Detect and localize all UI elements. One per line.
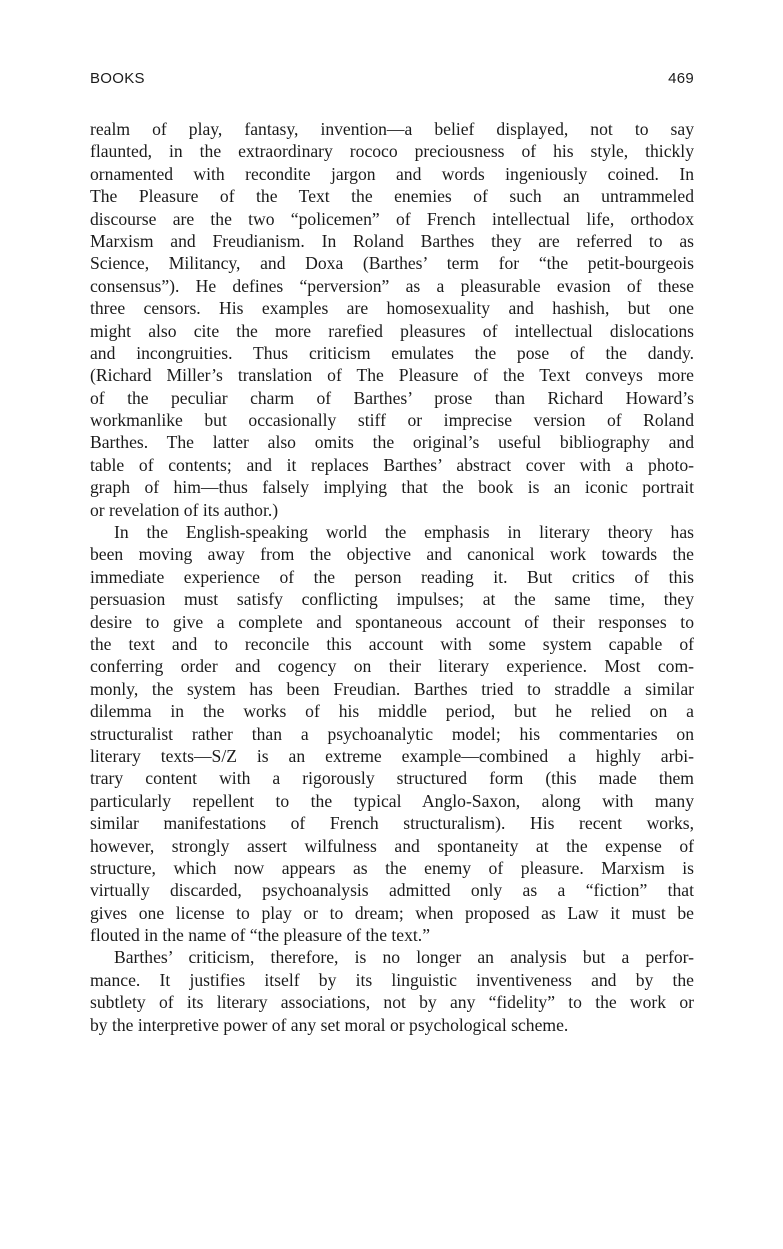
text-line: desire to give a complete and spontaneous account of their responses to (90, 611, 694, 632)
text-line: mance. It justifies itself by its linguistic inventiveness and by the (90, 969, 694, 990)
text-line: however, strongly assert wilfulness and spontaneity at the expense of (90, 835, 694, 856)
text-line: similar manifestations of French structuralism). His recent works, (90, 813, 694, 834)
text-line: by the interpretive power of any set moral or psychological scheme. (90, 1014, 569, 1035)
text-line: workmanlike but occasionally stiff or imprecise version of Roland (90, 410, 694, 431)
paragraph (90, 946, 694, 1036)
text-line: flaunted, in the extraordinary rococo preciousness of his style, thickly (90, 141, 694, 162)
text-line: particularly repellent to the typical Anglo-Saxon, along with many (90, 790, 694, 811)
text-line: three censors. His examples are homosexuality and hashish, but one (90, 298, 694, 319)
text-line: discourse are the two “policemen” of French intellectual life, orthodox (90, 208, 694, 229)
text-line: virtually discarded, psychoanalysis admitted only as a “fiction” that (90, 880, 694, 901)
text-line: graph of him—thus falsely implying that the book is an iconic portrait (90, 477, 694, 498)
text-line: ornamented with recondite jargon and words ingeniously coined. In (90, 163, 694, 184)
text-line: consensus”). He defines “perversion” as a pleasurable evasion of these (90, 275, 694, 296)
text-line: Barthes. The latter also omits the original’s useful bibliography and (90, 432, 694, 453)
text-line: conferring order and cogency on their literary experience. Most com- (90, 656, 694, 677)
paragraph (90, 521, 694, 946)
section-title: BOOKS (90, 70, 145, 87)
text-line: of the peculiar charm of Barthes’ prose than Richard Howard’s (90, 387, 694, 408)
text-line: monly, the system has been Freudian. Barthes tried to straddle a similar (90, 678, 694, 699)
text-line: In the English-speaking world the emphasis in literary theory has (114, 522, 694, 543)
page-number: 469 (668, 70, 694, 87)
text-line: trary content with a rigorously structured form (this made them (90, 768, 694, 789)
text-line: The Pleasure of the Text the enemies of such an untrammeled (90, 186, 694, 207)
text-line: structure, which now appears as the enemy of pleasure. Marxism is (90, 857, 694, 878)
text-line: dilemma in the works of his middle period, but he relied on a (90, 701, 694, 722)
text-line: been moving away from the objective and canonical work towards the (90, 544, 694, 565)
text-line: literary texts—S/Z is an extreme example—combined a highly arbi- (90, 745, 694, 766)
text-line: immediate experience of the person reading it. But critics of this (90, 566, 694, 587)
text-line: flouted in the name of “the pleasure of the text.” (90, 925, 431, 946)
text-line: realm of play, fantasy, invention—a belief displayed, not to say (90, 119, 694, 139)
text-line: structuralist rather than a psychoanalytic model; his commentaries on (90, 723, 694, 744)
paragraph (90, 118, 694, 521)
text-line: subtlety of its literary associations, not by any “fidelity” to the work or (90, 992, 694, 1013)
text-line: and incongruities. Thus criticism emulates the pose of the dandy. (90, 342, 694, 363)
body-text (90, 118, 694, 1036)
text-line: Marxism and Freudianism. In Roland Barthes they are referred to as (90, 230, 694, 251)
text-line: or revelation of its author.) (90, 499, 279, 520)
running-header (90, 70, 694, 94)
text-line: the text and to reconcile this account with some system capable of (90, 633, 694, 654)
text-line: Science, Militancy, and Doxa (Barthes’ term for “the petit-bourgeois (90, 253, 694, 274)
text-line: (Richard Miller’s translation of The Pleasure of the Text conveys more (90, 365, 694, 386)
text-line: gives one license to play or to dream; when proposed as Law it must be (90, 902, 694, 923)
text-line: Barthes’ criticism, therefore, is no longer an analysis but a perfor- (114, 947, 694, 968)
text-line: might also cite the more rarefied pleasures of intellectual dislocations (90, 320, 694, 341)
text-line: table of contents; and it replaces Barthes’ abstract cover with a photo- (90, 454, 694, 475)
text-line: persuasion must satisfy conflicting impulses; at the same time, they (90, 589, 694, 610)
